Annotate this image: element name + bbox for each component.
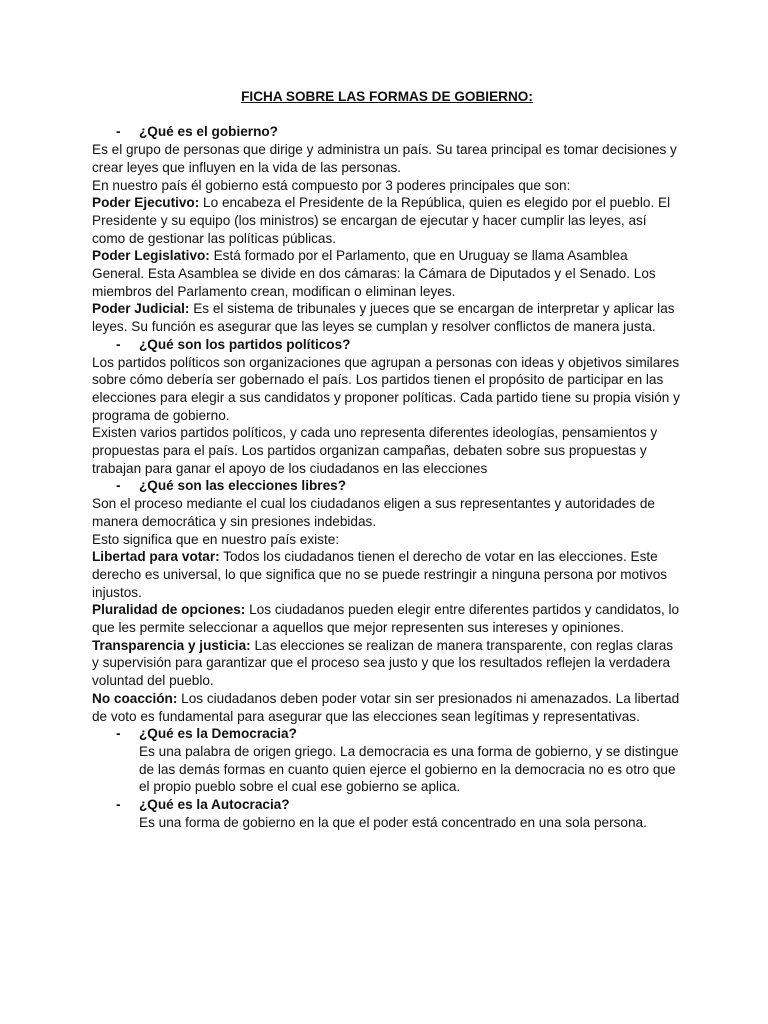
definition-poder-ejecutivo bbox=[92, 194, 682, 247]
definition-text: Los ciudadanos pueden elegir entre diferentes partidos y candidatos, lo que les permite seleccionar a aquellos que mejor representen sus intereses y opiniones. bbox=[92, 602, 680, 636]
question-text: ¿Qué son los partidos políticos? bbox=[139, 336, 351, 352]
question-gobierno bbox=[92, 123, 682, 141]
paragraph-indented: Es una forma de gobierno en la que el poder está concentrado en una sola persona. bbox=[139, 814, 647, 830]
definition-text: Está formado por el Parlamento, que en Uruguay se llama Asamblea General. Esta Asamblea se divide en dos cámaras: la Cámara de Diputados y el Senado. Los miembros del Parlamento crean, modifican o eliminan leyes. bbox=[92, 248, 656, 299]
definition-text: Las elecciones se realizan de manera transparente, con reglas claras y supervisión para garantizar que el proceso sea justo y que los resultados reflejen la verdadera voluntad del pueblo. bbox=[92, 637, 674, 689]
paragraph: Los partidos políticos son organizaciones que agrupan a personas con ideas y objetivos similares sobre cómo debería ser gobernado el país. Los partidos tienen el propósito de participar en las elecciones para elegir a sus candidatos y proponer políticas. Cada partido tiene su propia visión y programa de gobierno. bbox=[92, 354, 680, 423]
definition-libertad bbox=[92, 548, 682, 601]
paragraph: Esto significa que en nuestro país existe: bbox=[92, 531, 340, 547]
definition-poder-judicial bbox=[92, 300, 682, 335]
term: Transparencia y justicia: bbox=[92, 637, 251, 653]
paragraph: Existen varios partidos políticos, y cada uno representa diferentes ideologías, pensamientos y propuestas para el país. Los partidos organizan campañas, debaten sobre sus propuestas y trabajan para ganar el apoyo de los ciudadanos en las elecciones bbox=[92, 425, 658, 476]
question-democracia bbox=[92, 725, 682, 743]
term: Poder Ejecutivo: bbox=[92, 195, 200, 211]
paragraph-indented: Es una palabra de origen griego. La democracia es una forma de gobierno, y se distingue de las demás formas en cuanto quien ejerce el gobierno en la democracia no es otro que el propio pueblo sobre el cual ese gobierno se aplica. bbox=[139, 744, 679, 795]
bullet-dash: - bbox=[116, 124, 121, 140]
paragraph: Es el grupo de personas que dirige y administra un país. Su tarea principal es tomar decisiones y crear leyes que influyen en la vida de las personas. bbox=[92, 142, 677, 175]
question-text: ¿Qué es la Democracia? bbox=[139, 726, 297, 742]
definition-text: Todos los ciudadanos tienen el derecho de votar en las elecciones. Este derecho es universal, lo que significa que no se puede restringir a ninguna persona por motivos injustos. bbox=[92, 549, 668, 600]
definition-text: Lo encabeza el Presidente de la República, quien es elegido por el pueblo. El Presidente y su equipo (los ministros) se encargan de ejecutar y hacer cumplir las leyes, así como de gestionar las políticas públicas. bbox=[92, 195, 671, 246]
document-body bbox=[92, 88, 682, 832]
bullet-dash: - bbox=[116, 336, 121, 352]
definition-text: Es el sistema de tribunales y jueces que se encargan de interpretar y aplicar las leyes. Su función es asegurar que las leyes se cumplan y resolver conflictos de manera justa. bbox=[92, 301, 675, 335]
definition-no-coaccion bbox=[92, 690, 682, 725]
definition-pluralidad bbox=[92, 601, 682, 636]
question-autocracia bbox=[92, 796, 682, 814]
term: Poder Judicial: bbox=[92, 301, 190, 317]
definition-text: Los ciudadanos deben poder votar sin ser presionados ni amenazados. La libertad de voto es fundamental para asegurar que las elecciones sean legítimas y representativas. bbox=[92, 690, 680, 724]
document-title: FICHA SOBRE LAS FORMAS DE GOBIERNO: bbox=[241, 89, 533, 104]
question-text: ¿Qué es la Autocracia? bbox=[139, 797, 290, 813]
term: Poder Legislativo: bbox=[92, 248, 210, 264]
question-elecciones bbox=[92, 477, 682, 495]
question-partidos bbox=[92, 336, 682, 354]
term: Pluralidad de opciones: bbox=[92, 602, 246, 618]
definition-transparencia bbox=[92, 637, 682, 690]
bullet-dash: - bbox=[116, 726, 121, 742]
paragraph: Son el proceso mediante el cual los ciudadanos eligen a sus representantes y autoridades de manera democrática y sin presiones indebidas. bbox=[92, 496, 655, 529]
question-text: ¿Qué son las elecciones libres? bbox=[139, 478, 347, 494]
paragraph: En nuestro país él gobierno está compuesto por 3 poderes principales que son: bbox=[92, 177, 571, 193]
term: No coacción: bbox=[92, 690, 178, 706]
bullet-dash: - bbox=[116, 797, 121, 813]
bullet-dash: - bbox=[116, 478, 121, 494]
question-text: ¿Qué es el gobierno? bbox=[139, 124, 278, 140]
definition-poder-legislativo bbox=[92, 247, 682, 300]
term: Libertad para votar: bbox=[92, 549, 220, 565]
